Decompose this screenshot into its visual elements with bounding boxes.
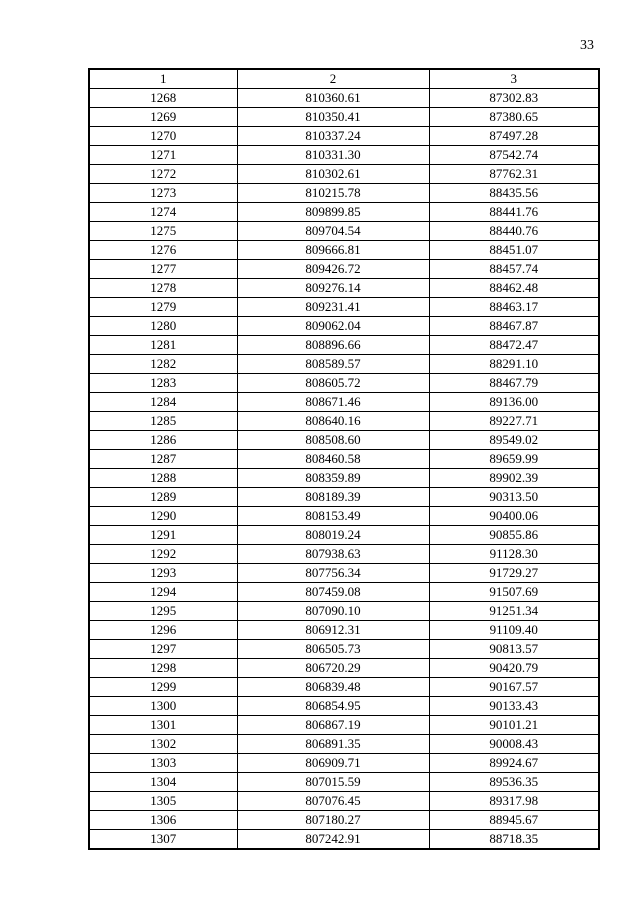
- point-number-cell: 1292: [89, 545, 237, 564]
- point-number-cell: 1306: [89, 811, 237, 830]
- y-coordinate-cell: 89902.39: [429, 469, 599, 488]
- x-coordinate-cell: 806720.29: [237, 659, 429, 678]
- x-coordinate-cell: 809426.72: [237, 260, 429, 279]
- y-coordinate-cell: 87497.28: [429, 127, 599, 146]
- y-coordinate-cell: 87380.65: [429, 108, 599, 127]
- point-number-cell: 1277: [89, 260, 237, 279]
- x-coordinate-cell: 806839.48: [237, 678, 429, 697]
- table-row: [89, 716, 599, 735]
- x-coordinate-cell: 807180.27: [237, 811, 429, 830]
- point-number-cell: 1301: [89, 716, 237, 735]
- table-row: [89, 507, 599, 526]
- table-row: [89, 203, 599, 222]
- x-coordinate-cell: 808460.58: [237, 450, 429, 469]
- point-number-cell: 1281: [89, 336, 237, 355]
- column-header-3: 3: [429, 69, 599, 89]
- y-coordinate-cell: 91251.34: [429, 602, 599, 621]
- point-number-cell: 1295: [89, 602, 237, 621]
- table-row: [89, 450, 599, 469]
- x-coordinate-cell: 807242.91: [237, 830, 429, 850]
- x-coordinate-cell: 808605.72: [237, 374, 429, 393]
- table-row: [89, 165, 599, 184]
- x-coordinate-cell: 810337.24: [237, 127, 429, 146]
- table-header: [89, 69, 599, 89]
- table-row: [89, 146, 599, 165]
- x-coordinate-cell: 808189.39: [237, 488, 429, 507]
- y-coordinate-cell: 90008.43: [429, 735, 599, 754]
- y-coordinate-cell: 91128.30: [429, 545, 599, 564]
- x-coordinate-cell: 808589.57: [237, 355, 429, 374]
- x-coordinate-cell: 809899.85: [237, 203, 429, 222]
- point-number-cell: 1275: [89, 222, 237, 241]
- y-coordinate-cell: 90420.79: [429, 659, 599, 678]
- point-number-cell: 1294: [89, 583, 237, 602]
- table-row: [89, 621, 599, 640]
- x-coordinate-cell: 806505.73: [237, 640, 429, 659]
- y-coordinate-cell: 89659.99: [429, 450, 599, 469]
- y-coordinate-cell: 91507.69: [429, 583, 599, 602]
- x-coordinate-cell: 807076.45: [237, 792, 429, 811]
- y-coordinate-cell: 88945.67: [429, 811, 599, 830]
- point-number-cell: 1286: [89, 431, 237, 450]
- y-coordinate-cell: 91109.40: [429, 621, 599, 640]
- x-coordinate-cell: 807938.63: [237, 545, 429, 564]
- point-number-cell: 1303: [89, 754, 237, 773]
- y-coordinate-cell: 90313.50: [429, 488, 599, 507]
- point-number-cell: 1276: [89, 241, 237, 260]
- point-number-cell: 1300: [89, 697, 237, 716]
- y-coordinate-cell: 88451.07: [429, 241, 599, 260]
- y-coordinate-cell: 87762.31: [429, 165, 599, 184]
- table-row: [89, 298, 599, 317]
- y-coordinate-cell: 88457.74: [429, 260, 599, 279]
- y-coordinate-cell: 90167.57: [429, 678, 599, 697]
- table-row: [89, 108, 599, 127]
- point-number-cell: 1270: [89, 127, 237, 146]
- point-number-cell: 1293: [89, 564, 237, 583]
- table-row: [89, 659, 599, 678]
- table-row: [89, 640, 599, 659]
- point-number-cell: 1291: [89, 526, 237, 545]
- point-number-cell: 1304: [89, 773, 237, 792]
- point-number-cell: 1283: [89, 374, 237, 393]
- x-coordinate-cell: 810215.78: [237, 184, 429, 203]
- x-coordinate-cell: 806854.95: [237, 697, 429, 716]
- table-row: [89, 412, 599, 431]
- point-number-cell: 1290: [89, 507, 237, 526]
- column-header-1: 1: [89, 69, 237, 89]
- point-number-cell: 1280: [89, 317, 237, 336]
- x-coordinate-cell: 806909.71: [237, 754, 429, 773]
- column-header-2: 2: [237, 69, 429, 89]
- y-coordinate-cell: 90400.06: [429, 507, 599, 526]
- table-row: [89, 811, 599, 830]
- table-row: [89, 279, 599, 298]
- point-number-cell: 1297: [89, 640, 237, 659]
- point-number-cell: 1282: [89, 355, 237, 374]
- point-number-cell: 1289: [89, 488, 237, 507]
- table-row: [89, 336, 599, 355]
- x-coordinate-cell: 806912.31: [237, 621, 429, 640]
- table-row: [89, 678, 599, 697]
- x-coordinate-cell: 809276.14: [237, 279, 429, 298]
- point-number-cell: 1269: [89, 108, 237, 127]
- point-number-cell: 1284: [89, 393, 237, 412]
- y-coordinate-cell: 88467.87: [429, 317, 599, 336]
- x-coordinate-cell: 809704.54: [237, 222, 429, 241]
- x-coordinate-cell: 806867.19: [237, 716, 429, 735]
- y-coordinate-cell: 90813.57: [429, 640, 599, 659]
- y-coordinate-cell: 88291.10: [429, 355, 599, 374]
- coordinates-table: [88, 68, 600, 850]
- y-coordinate-cell: 90133.43: [429, 697, 599, 716]
- x-coordinate-cell: 808359.89: [237, 469, 429, 488]
- x-coordinate-cell: 809666.81: [237, 241, 429, 260]
- y-coordinate-cell: 89536.35: [429, 773, 599, 792]
- table-row: [89, 222, 599, 241]
- x-coordinate-cell: 809062.04: [237, 317, 429, 336]
- point-number-cell: 1307: [89, 830, 237, 850]
- y-coordinate-cell: 87302.83: [429, 89, 599, 108]
- table-row: [89, 488, 599, 507]
- y-coordinate-cell: 88472.47: [429, 336, 599, 355]
- y-coordinate-cell: 90101.21: [429, 716, 599, 735]
- x-coordinate-cell: 809231.41: [237, 298, 429, 317]
- x-coordinate-cell: 808671.46: [237, 393, 429, 412]
- table-row: [89, 735, 599, 754]
- table-row: [89, 526, 599, 545]
- point-number-cell: 1279: [89, 298, 237, 317]
- x-coordinate-cell: 810350.41: [237, 108, 429, 127]
- table-row: [89, 830, 599, 850]
- y-coordinate-cell: 90855.86: [429, 526, 599, 545]
- x-coordinate-cell: 807090.10: [237, 602, 429, 621]
- table-row: [89, 697, 599, 716]
- table-row: [89, 355, 599, 374]
- point-number-cell: 1268: [89, 89, 237, 108]
- table-row: [89, 184, 599, 203]
- point-number-cell: 1288: [89, 469, 237, 488]
- x-coordinate-cell: 808019.24: [237, 526, 429, 545]
- y-coordinate-cell: 89227.71: [429, 412, 599, 431]
- x-coordinate-cell: 807459.08: [237, 583, 429, 602]
- y-coordinate-cell: 89136.00: [429, 393, 599, 412]
- y-coordinate-cell: 88467.79: [429, 374, 599, 393]
- y-coordinate-cell: 87542.74: [429, 146, 599, 165]
- table-row: [89, 317, 599, 336]
- table-row: [89, 469, 599, 488]
- x-coordinate-cell: 810360.61: [237, 89, 429, 108]
- point-number-cell: 1271: [89, 146, 237, 165]
- x-coordinate-cell: 810331.30: [237, 146, 429, 165]
- table-row: [89, 89, 599, 108]
- y-coordinate-cell: 91729.27: [429, 564, 599, 583]
- point-number-cell: 1305: [89, 792, 237, 811]
- x-coordinate-cell: 808896.66: [237, 336, 429, 355]
- table-row: [89, 127, 599, 146]
- x-coordinate-cell: 808153.49: [237, 507, 429, 526]
- y-coordinate-cell: 88435.56: [429, 184, 599, 203]
- point-number-cell: 1278: [89, 279, 237, 298]
- y-coordinate-cell: 88718.35: [429, 830, 599, 850]
- table-row: [89, 602, 599, 621]
- x-coordinate-cell: 808640.16: [237, 412, 429, 431]
- point-number-cell: 1285: [89, 412, 237, 431]
- point-number-cell: 1298: [89, 659, 237, 678]
- x-coordinate-cell: 806891.35: [237, 735, 429, 754]
- y-coordinate-cell: 89924.67: [429, 754, 599, 773]
- y-coordinate-cell: 88462.48: [429, 279, 599, 298]
- table-row: [89, 260, 599, 279]
- table-row: [89, 545, 599, 564]
- point-number-cell: 1299: [89, 678, 237, 697]
- x-coordinate-cell: 807756.34: [237, 564, 429, 583]
- point-number-cell: 1287: [89, 450, 237, 469]
- table-row: [89, 431, 599, 450]
- table-row: [89, 564, 599, 583]
- table-row: [89, 374, 599, 393]
- y-coordinate-cell: 88440.76: [429, 222, 599, 241]
- x-coordinate-cell: 810302.61: [237, 165, 429, 184]
- header-row: [89, 69, 599, 89]
- table-row: [89, 393, 599, 412]
- table-body: [89, 89, 599, 850]
- table-row: [89, 792, 599, 811]
- table-row: [89, 773, 599, 792]
- point-number-cell: 1296: [89, 621, 237, 640]
- y-coordinate-cell: 89549.02: [429, 431, 599, 450]
- y-coordinate-cell: 89317.98: [429, 792, 599, 811]
- point-number-cell: 1274: [89, 203, 237, 222]
- table-row: [89, 241, 599, 260]
- x-coordinate-cell: 807015.59: [237, 773, 429, 792]
- page-number: 33: [580, 38, 594, 53]
- y-coordinate-cell: 88441.76: [429, 203, 599, 222]
- point-number-cell: 1273: [89, 184, 237, 203]
- table-row: [89, 754, 599, 773]
- point-number-cell: 1272: [89, 165, 237, 184]
- y-coordinate-cell: 88463.17: [429, 298, 599, 317]
- point-number-cell: 1302: [89, 735, 237, 754]
- x-coordinate-cell: 808508.60: [237, 431, 429, 450]
- table-row: [89, 583, 599, 602]
